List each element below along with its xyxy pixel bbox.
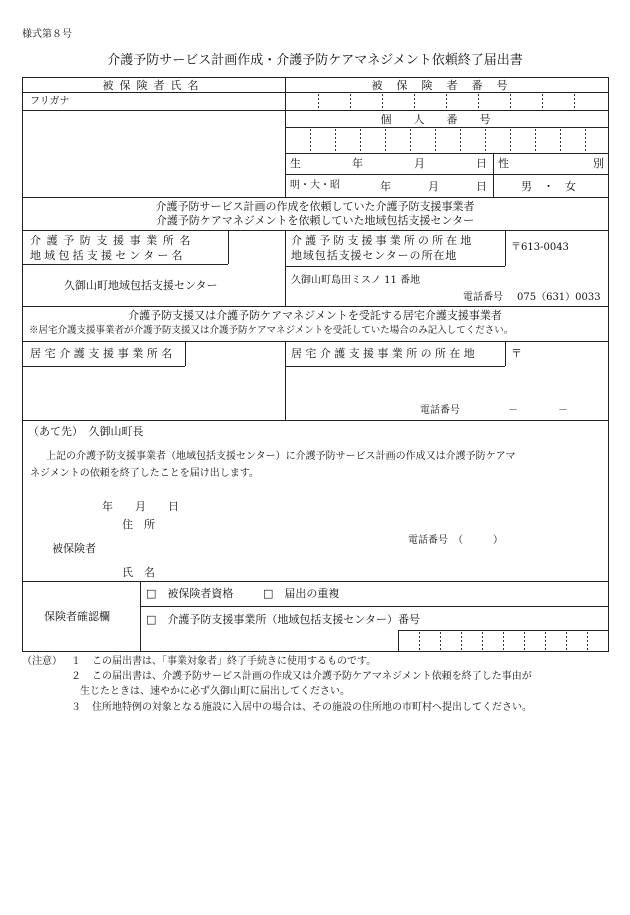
prior-provider-address-label-2: 地域包括支援センターの所在地 — [291, 249, 458, 262]
insured-number-header: 被保険者番号 — [371, 79, 522, 92]
new-provider-address-input[interactable] — [287, 368, 605, 400]
prior-provider-postal: 〒613-0043 — [511, 242, 569, 253]
new-provider-name-label: 居宅介護支援事業所名 — [30, 347, 176, 360]
declaration-date[interactable]: 年 月 日 — [102, 500, 179, 513]
insurer-check-label: 保険者確認欄 — [44, 610, 110, 623]
insured-person-label: 被保険者 — [52, 542, 96, 555]
insured-name-header: 被保険者氏名 — [102, 79, 205, 92]
birth-month-label: 月 — [414, 157, 425, 170]
era-month-label: 月 — [428, 180, 439, 193]
era-options[interactable]: 明・大・昭 — [290, 180, 340, 191]
birth-day-label: 日 — [476, 157, 487, 170]
note-1-text: この届出書は、「事業対象者」終了手続きに使用するものです。 — [92, 656, 377, 667]
birth-label: 生 — [290, 157, 301, 170]
note-2-text-2: 生じたときは、速やかに必ず久御山町に届出してください。 — [80, 686, 350, 697]
new-provider-heading-1: 介護予防支援又は介護予防ケアマネジメントを受託する居宅介護支援事業者 — [128, 309, 502, 322]
prior-provider-heading-1: 介護予防サービス計画の作成を依頼していた介護予防支援事業者 — [155, 200, 475, 213]
new-provider-postal-input[interactable] — [525, 343, 605, 365]
insured-name-input[interactable] — [24, 112, 284, 196]
prior-provider-name-value: 久御山町地域包括支援センター — [64, 279, 218, 292]
furigana-input[interactable] — [80, 93, 280, 110]
prior-provider-phone-value: 075（631）0033 — [517, 292, 601, 303]
personal-number-input[interactable] — [287, 129, 607, 153]
prior-provider-address-label-1: 介護予防支援事業所の所在地 — [291, 234, 475, 247]
note-2-text-1: この届出書は、介護予防サービス計画の作成又は介護予防ケアマネジメント依頼を終了した事由が — [92, 671, 532, 682]
note-3-number: ３ — [71, 702, 81, 713]
insured-number-input[interactable] — [287, 93, 607, 110]
note-2-number: ２ — [71, 671, 81, 682]
check-duplicate-filing[interactable]: □ 届出の重複 — [263, 587, 340, 600]
notes-label: （注意） — [22, 656, 62, 667]
check-provider-number[interactable]: □ 介護予防支援事業所（地域包括支援センター）番号 — [146, 613, 420, 626]
sex-options[interactable]: 男 ・ 女 — [521, 180, 576, 193]
era-day-label: 日 — [476, 180, 487, 193]
prior-provider-name-label-1: 介護予防支援事業所名 — [30, 234, 196, 247]
furigana-label: フリガナ — [30, 96, 70, 107]
sex-label: 性 — [498, 157, 509, 170]
new-provider-address-label: 居宅介護支援事業所の所在地 — [291, 347, 479, 360]
prior-provider-heading-2: 介護予防ケアマネジメントを依頼していた地域包括支援センター — [155, 214, 475, 227]
note-3-text: 住所地特例の対象となる施設に入居中の場合は、その施設の住所地の市町村へ提出してください。 — [92, 702, 532, 713]
birth-year-label: 年 — [352, 157, 363, 170]
declarant-address-label: 住 所 — [122, 518, 155, 531]
new-provider-phone-dashes[interactable]: － － — [508, 405, 568, 416]
new-provider-phone-label: 電話番号 — [420, 405, 460, 416]
personal-number-header: 個人番号 — [380, 113, 513, 126]
new-provider-name-input[interactable] — [24, 368, 283, 418]
prior-provider-name-label-2: 地域包括支援センター名 — [30, 249, 186, 262]
declarant-phone-label: 電話番号 （ ） — [408, 535, 503, 546]
check-insured-qualification[interactable]: □ 被保険者資格 — [146, 587, 234, 600]
declaration-body-2: ネジメントの依頼を終了したことを届け出します。 — [30, 468, 259, 479]
new-provider-postal-mark: 〒 — [511, 347, 522, 360]
form-title: 介護予防サービス計画作成・介護予防ケアマネジメント依頼終了届出書 — [107, 53, 523, 68]
era-year-label: 年 — [380, 180, 391, 193]
prior-provider-phone-label: 電話番号 — [463, 292, 503, 303]
declarant-name-label: 氏 名 — [122, 566, 155, 579]
prior-provider-address-value: 久御山町島田ミスノ 11 番地 — [291, 275, 421, 286]
declaration-body-1: 上記の介護予防支援事業者（地域包括支援センター）に介護予防サービス計画の作成又は介護予防ケアマ — [46, 451, 516, 462]
addressee: （あて先） 久御山町長 — [28, 425, 144, 438]
form-number: 様式第８号 — [22, 29, 72, 40]
new-provider-heading-note: ※居宅介護支援事業者が介護予防支援又は介護予防ケアマネジメントを受託していた場合のみ記入してください。 — [29, 325, 514, 336]
note-1-number: １ — [71, 656, 81, 667]
sex-label-end: 別 — [593, 157, 604, 170]
